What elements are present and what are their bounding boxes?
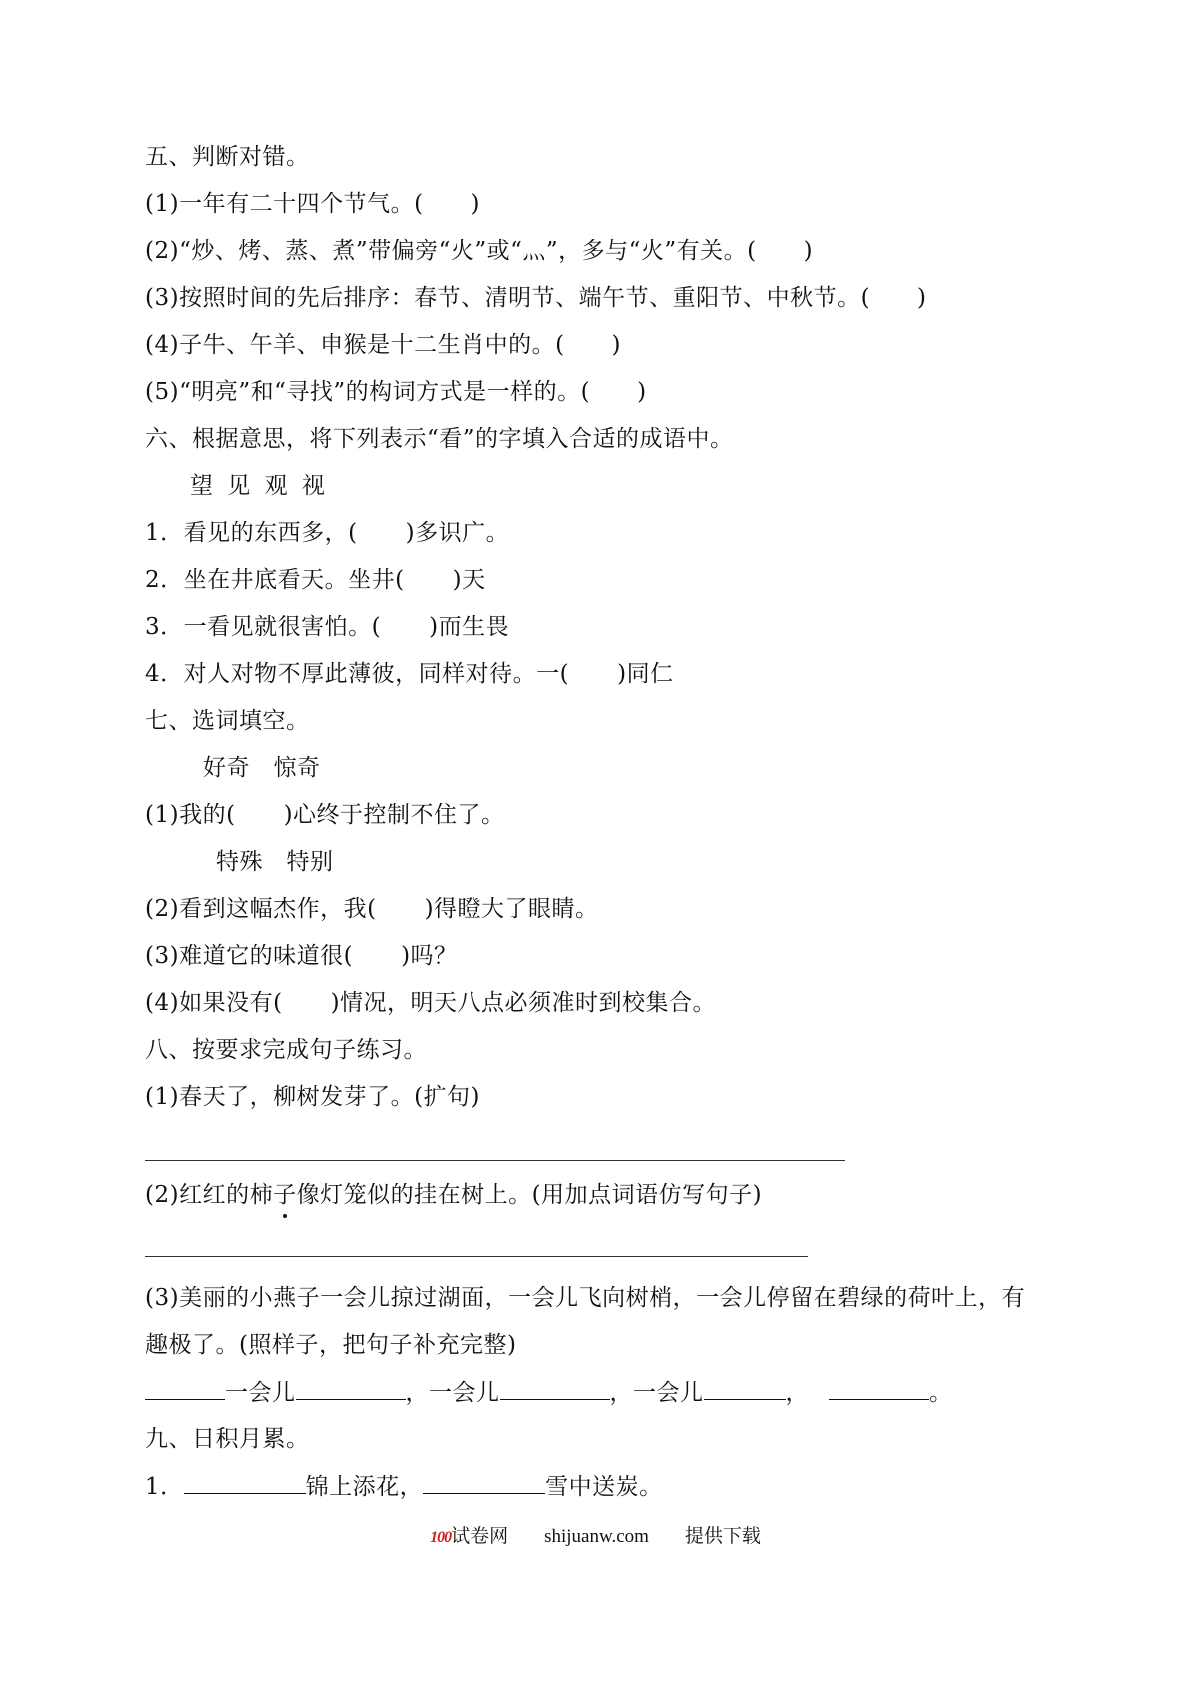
section-6-title: 六、根据意思，将下列表示“看”的字填入合适的成语中。 [145, 426, 734, 452]
s8-question-3-line-1: (3)美丽的小燕子一会儿掠过湖面，一会儿飞向树梢，一会儿停留在碧绿的荷叶上，有 [145, 1285, 1026, 1311]
fill-blank[interactable] [145, 1377, 225, 1400]
fill-blank[interactable] [423, 1471, 545, 1494]
s7-word-options-2: 特殊 特别 [216, 849, 334, 875]
s6-word-options: 望 见 观 视 [190, 473, 326, 499]
s5-question-5: (5)“明亮”和“寻找”的构词方式是一样的。( ) [145, 379, 647, 405]
s7-question-3: (3)难道它的味道很( )吗？ [145, 943, 458, 969]
section-5-title: 五、判断对错。 [145, 144, 310, 170]
s8-question-3-line-2: 趣极了。(照样子，把句子补充完整) [145, 1332, 517, 1358]
fill-blank[interactable] [704, 1377, 786, 1400]
emphasis-dot-char: 子 [273, 1182, 297, 1208]
s5-question-3: (3)按照时间的先后排序：春节、清明节、端午节、重阳节、中秋节。( ) [145, 285, 927, 311]
section-7-title: 七、选词填空。 [145, 708, 310, 734]
s7-question-4: (4)如果没有( )情况，明天八点必须准时到校集合。 [145, 990, 717, 1016]
s6-question-2: 2．坐在井底看天。坐井( )天 [145, 567, 486, 593]
s5-question-1: (1)一年有二十四个节气。( ) [145, 191, 481, 217]
s5-question-4: (4)子牛、午羊、申猴是十二生肖中的。( ) [145, 332, 622, 358]
s6-question-4: 4．对人对物不厚此薄彼，同样对待。一( )同仁 [145, 661, 674, 687]
site-logo-number: 100 [430, 1529, 452, 1546]
s9-question-1: 1． 锦上添花， 雪中送炭。 [145, 1471, 663, 1502]
site-url[interactable]: shijuanw.com [544, 1526, 649, 1547]
s7-word-options-1: 好奇 惊奇 [203, 755, 321, 781]
s8-question-1: (1)春天了，柳树发芽了。(扩句) [145, 1084, 481, 1110]
section-9-title: 九、日积月累。 [145, 1426, 310, 1452]
s8-question-2: (2)红红的柿子像灯笼似的挂在树上。(用加点词语仿写句子) [145, 1182, 763, 1208]
section-8-title: 八、按要求完成句子练习。 [145, 1037, 427, 1063]
s6-question-1: 1．看见的东西多，( )多识广。 [145, 520, 510, 546]
answer-line-2[interactable] [145, 1256, 808, 1257]
fill-blank[interactable] [296, 1377, 406, 1400]
site-logo-text: 试卷网 [451, 1526, 509, 1547]
s7-question-1: (1)我的( )心终于控制不住了。 [145, 802, 505, 828]
s8-question-3-fill: 一会儿 ，一会儿 ，一会儿 ， 。 [145, 1377, 953, 1408]
download-note: 提供下载 [684, 1526, 761, 1547]
fill-blank[interactable] [829, 1377, 929, 1400]
answer-line-1[interactable] [145, 1160, 845, 1161]
s6-question-3: 3．一看见就很害怕。( )而生畏 [145, 614, 510, 640]
page-footer [0, 1524, 1191, 1551]
s5-question-2: (2)“炒、烤、蒸、煮”带偏旁“火”或“灬”，多与“火”有关。( ) [145, 238, 814, 264]
s7-question-2: (2)看到这幅杰作，我( )得瞪大了眼睛。 [145, 896, 599, 922]
fill-blank[interactable] [184, 1471, 306, 1494]
fill-blank[interactable] [500, 1377, 610, 1400]
